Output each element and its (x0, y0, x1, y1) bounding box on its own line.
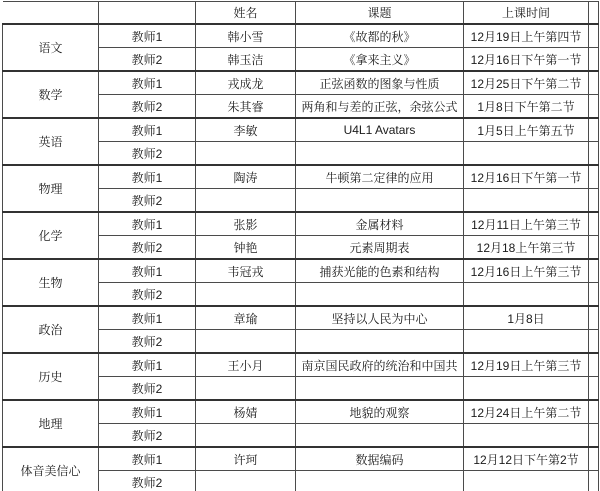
overflow-column-cell (589, 236, 599, 260)
teacher-slot-cell: 教师2 (99, 48, 196, 72)
class-time-cell: 12月19日上午第三节 (464, 353, 589, 377)
class-time-cell: 12月25日下午第二节 (464, 71, 589, 95)
class-time-cell: 12月12日下午第2节 (464, 447, 589, 471)
overflow-column-cell (589, 377, 599, 401)
subject-cell-biology: 生物 (3, 259, 99, 306)
table-row (3, 212, 599, 236)
overflow-column-cell (589, 424, 599, 448)
overflow-column-cell (589, 353, 599, 377)
class-time-cell: 12月16日上午第三节 (464, 259, 589, 283)
teacher-slot-cell: 教师2 (99, 330, 196, 354)
teacher-name-cell: 张影 (196, 212, 296, 236)
overflow-column-cell (589, 306, 599, 330)
overflow-column-cell (589, 471, 599, 491)
teacher-name-cell (196, 377, 296, 401)
class-time-cell (464, 377, 589, 401)
class-time-cell: 12月18上午第三节 (464, 236, 589, 260)
lesson-topic-cell: U4L1 Avatars (296, 118, 464, 142)
subject-cell-geography: 地理 (3, 400, 99, 447)
lesson-topic-cell (296, 377, 464, 401)
teacher-slot-cell: 教师1 (99, 212, 196, 236)
overflow-column-cell (589, 24, 599, 48)
teacher-name-cell: 王小月 (196, 353, 296, 377)
lesson-topic-cell: 《拿来主义》 (296, 48, 464, 72)
lesson-topic-cell: 元素周期表 (296, 236, 464, 260)
teacher-name-cell: 章瑜 (196, 306, 296, 330)
lesson-topic-cell: 《故都的秋》 (296, 24, 464, 48)
teacher-slot-cell: 教师1 (99, 400, 196, 424)
subject-cell-physics: 物理 (3, 165, 99, 212)
teacher-slot-cell: 教师2 (99, 95, 196, 119)
overflow-column-cell (589, 189, 599, 213)
table-row (3, 24, 599, 48)
teacher-name-cell (196, 424, 296, 448)
lesson-schedule-table (2, 1, 599, 491)
header-overflow-column (589, 2, 599, 25)
header-time: 上课时间 (464, 2, 589, 25)
lesson-topic-cell (296, 330, 464, 354)
lesson-topic-cell (296, 471, 464, 491)
table-row (3, 400, 599, 424)
teacher-name-cell: 朱其睿 (196, 95, 296, 119)
teacher-name-cell: 韩玉洁 (196, 48, 296, 72)
teacher-name-cell: 韦冠戎 (196, 259, 296, 283)
lesson-topic-cell: 坚持以人民为中心 (296, 306, 464, 330)
lesson-topic-cell (296, 142, 464, 166)
overflow-column-cell (589, 165, 599, 189)
header-topic: 课题 (296, 2, 464, 25)
teacher-name-cell: 韩小雪 (196, 24, 296, 48)
subject-cell-history: 历史 (3, 353, 99, 400)
teacher-slot-cell: 教师2 (99, 283, 196, 307)
teacher-name-cell: 杨婧 (196, 400, 296, 424)
overflow-column-cell (589, 142, 599, 166)
teacher-name-cell (196, 471, 296, 491)
overflow-column-cell (589, 71, 599, 95)
teacher-name-cell (196, 283, 296, 307)
class-time-cell: 1月5日上午第五节 (464, 118, 589, 142)
overflow-column-cell (589, 400, 599, 424)
class-time-cell: 12月11日上午第三节 (464, 212, 589, 236)
lesson-topic-cell: 牛顿第二定律的应用 (296, 165, 464, 189)
teacher-slot-cell: 教师2 (99, 424, 196, 448)
teacher-slot-cell: 教师1 (99, 259, 196, 283)
teacher-slot-cell: 教师2 (99, 189, 196, 213)
lesson-topic-cell (296, 424, 464, 448)
lesson-topic-cell: 正弦函数的图象与性质 (296, 71, 464, 95)
overflow-column-cell (589, 212, 599, 236)
overflow-column-cell (589, 259, 599, 283)
overflow-column-cell (589, 283, 599, 307)
header-name: 姓名 (196, 2, 296, 25)
teacher-slot-cell: 教师2 (99, 377, 196, 401)
teacher-name-cell: 戎成龙 (196, 71, 296, 95)
class-time-cell: 12月16日下午第一节 (464, 165, 589, 189)
teacher-name-cell: 李敏 (196, 118, 296, 142)
table-row (3, 306, 599, 330)
teacher-slot-cell: 教师2 (99, 471, 196, 491)
overflow-column-cell (589, 118, 599, 142)
teacher-slot-cell: 教师1 (99, 118, 196, 142)
lesson-topic-cell: 地貌的观察 (296, 400, 464, 424)
teacher-name-cell: 陶涛 (196, 165, 296, 189)
class-time-cell (464, 471, 589, 491)
table-row (3, 165, 599, 189)
table-row (3, 71, 599, 95)
class-time-cell (464, 142, 589, 166)
teacher-slot-cell: 教师2 (99, 142, 196, 166)
subject-cell-english: 英语 (3, 118, 99, 165)
overflow-column-cell (589, 48, 599, 72)
lesson-topic-cell (296, 189, 464, 213)
teacher-name-cell: 钟艳 (196, 236, 296, 260)
overflow-column-cell (589, 447, 599, 471)
class-time-cell (464, 330, 589, 354)
lesson-topic-cell: 南京国民政府的统治和中国共 (296, 353, 464, 377)
teacher-slot-cell: 教师1 (99, 71, 196, 95)
class-time-cell (464, 283, 589, 307)
subject-cell-math: 数学 (3, 71, 99, 118)
header-teacher (99, 2, 196, 25)
teacher-name-cell: 许珂 (196, 447, 296, 471)
table-row (3, 447, 599, 471)
teacher-slot-cell: 教师1 (99, 447, 196, 471)
subject-cell-chemistry: 化学 (3, 212, 99, 259)
table-row (3, 259, 599, 283)
header-row (3, 2, 599, 25)
class-time-cell: 1月8日下午第二节 (464, 95, 589, 119)
lesson-topic-cell: 金属材料 (296, 212, 464, 236)
header-subject (3, 2, 99, 25)
class-time-cell (464, 189, 589, 213)
lesson-topic-cell (296, 283, 464, 307)
teacher-name-cell (196, 330, 296, 354)
subject-cell-chinese: 语文 (3, 24, 99, 71)
lesson-topic-cell: 捕获光能的色素和结构 (296, 259, 464, 283)
teacher-name-cell (196, 189, 296, 213)
class-time-cell: 1月8日 (464, 306, 589, 330)
teacher-slot-cell: 教师1 (99, 24, 196, 48)
teacher-slot-cell: 教师1 (99, 306, 196, 330)
class-time-cell (464, 424, 589, 448)
table-row (3, 118, 599, 142)
lesson-topic-cell: 数据编码 (296, 447, 464, 471)
teacher-slot-cell: 教师1 (99, 353, 196, 377)
lesson-topic-cell: 两角和与差的正弦，余弦公式 (296, 95, 464, 119)
subject-cell-arts: 体音美信心 (3, 447, 99, 491)
table-row (3, 353, 599, 377)
class-time-cell: 12月19日上午第四节 (464, 24, 589, 48)
class-time-cell: 12月24日上午第二节 (464, 400, 589, 424)
teacher-slot-cell: 教师1 (99, 165, 196, 189)
overflow-column-cell (589, 95, 599, 119)
overflow-column-cell (589, 330, 599, 354)
class-time-cell: 12月16日下午第一节 (464, 48, 589, 72)
teacher-slot-cell: 教师2 (99, 236, 196, 260)
teacher-name-cell (196, 142, 296, 166)
subject-cell-politics: 政治 (3, 306, 99, 353)
